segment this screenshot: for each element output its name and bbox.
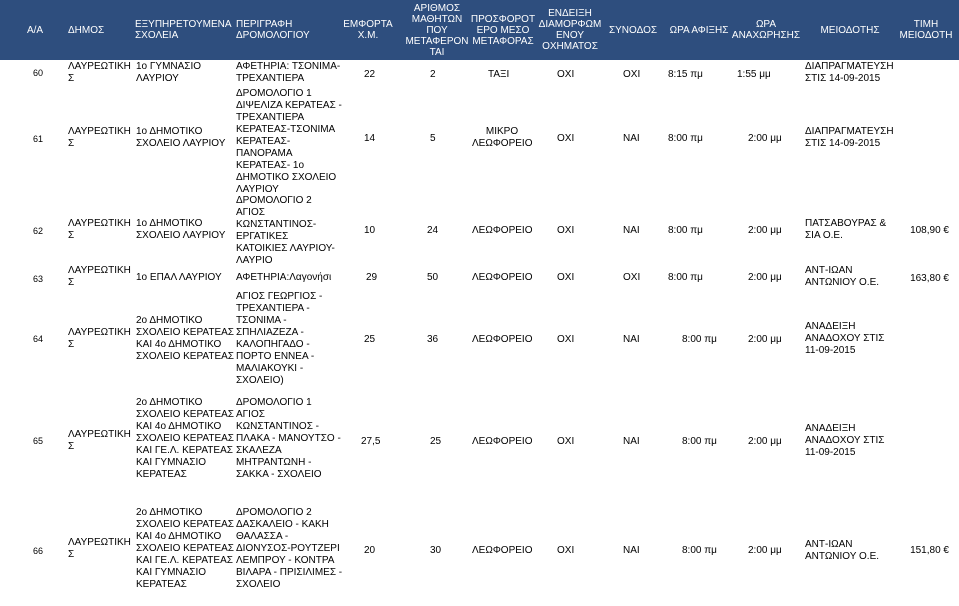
header-timi: ΤΙΜΗ ΜΕΙΟΔΟΤΗ bbox=[899, 19, 953, 41]
row-afixi: 8:00 πμ bbox=[682, 545, 717, 556]
row-perigrafi: ΑΦΕΤΗΡΙΑ: ΤΣΟΝΙΜΑ- ΤΡΕΧΑΝΤΙΕΡΑ bbox=[236, 61, 341, 84]
row-synodos: ΝΑΙ bbox=[623, 334, 640, 345]
row-dimos: ΛΑΥΡΕΩΤΙΚΗ Σ bbox=[68, 429, 131, 452]
row-mathites: 5 bbox=[430, 133, 436, 144]
row-mathites: 36 bbox=[427, 334, 439, 345]
row-afixi: 8:15 πμ bbox=[668, 69, 703, 80]
row-scholeia: 1ο ΓΥΜΝΑΣΙΟ ΛΑΥΡΙΟΥ bbox=[136, 61, 202, 84]
row-timi: 151,80 € bbox=[910, 545, 949, 556]
header-ora-anaxorisis: ΩΡΑ ΑΝΑΧΩΡΗΣΗΣ bbox=[731, 19, 801, 41]
header-endeixi: ΕΝΔΕΙΞΗ ΔΙΑΜΟΡΦΩΜ ΕΝΟΥ ΟΧΗΜΑΤΟΣ bbox=[538, 8, 602, 52]
row-dimos: ΛΑΥΡΕΩΤΙΚΗ Σ bbox=[68, 61, 131, 84]
row-afixi: 8:00 πμ bbox=[682, 436, 717, 447]
row-aa: 65 bbox=[33, 436, 44, 446]
header-mathites: ΑΡΙΘΜΟΣ ΜΑΘΗΤΩΝ ΠΟΥ ΜΕΤΑΦΕΡΟΝ ΤΑΙ bbox=[405, 2, 469, 58]
row-scholeia: 2ο ΔΗΜΟΤΙΚΟ ΣΧΟΛΕΙΟ ΚΕΡΑΤΕΑΣ ΚΑΙ 4ο ΔΗΜΟΤΙΚΟ ΣΧΟΛΕΙΟ ΚΕΡΑΤΕΑΣ ΚΑΙ ΓΕ.Λ. ΚΕΡΑΤΕΑΣ ΚΑΙ ΓΥΜΝΑΣΙΟ ΚΕΡΑΤΕΑΣ bbox=[136, 507, 234, 590]
row-emforta: 14 bbox=[364, 133, 376, 144]
row-mathites: 24 bbox=[427, 225, 439, 236]
row-meiodotis: ΠΑΤΣΑΒΟΥΡΑΣ & ΣΙΑ Ο.Ε. bbox=[805, 218, 887, 241]
row-anaxorisi: 2:00 μμ bbox=[748, 272, 782, 283]
row-anaxorisi: 1:55 μμ bbox=[737, 69, 771, 80]
row-anaxorisi: 2:00 μμ bbox=[748, 436, 782, 447]
header-synodos: ΣΥΝΟΔΟΣ bbox=[608, 24, 658, 36]
row-aa: 64 bbox=[33, 334, 44, 344]
table-row bbox=[0, 61, 959, 85]
row-aa: 63 bbox=[33, 274, 44, 284]
row-mathites: 50 bbox=[427, 272, 439, 283]
row-afixi: 8:00 πμ bbox=[682, 334, 717, 345]
row-mathites: 25 bbox=[430, 436, 442, 447]
row-aa: 60 bbox=[33, 68, 44, 78]
row-emforta: 27,5 bbox=[361, 436, 381, 447]
row-aa: 61 bbox=[33, 134, 44, 144]
row-mathites: 2 bbox=[430, 69, 436, 80]
row-meso: ΜΙΚΡΟ ΛΕΩΦΟΡΕΙΟ bbox=[472, 126, 533, 149]
row-dimos: ΛΑΥΡΕΩΤΙΚΗ Σ bbox=[68, 218, 131, 241]
header-aa: Α/Α bbox=[26, 24, 44, 36]
row-scholeia: 2ο ΔΗΜΟΤΙΚΟ ΣΧΟΛΕΙΟ ΚΕΡΑΤΕΑΣ ΚΑΙ 4ο ΔΗΜΟΤΙΚΟ ΣΧΟΛΕΙΟ ΚΕΡΑΤΕΑΣ bbox=[136, 315, 234, 362]
row-anaxorisi: 2:00 μμ bbox=[748, 334, 782, 345]
table-row bbox=[0, 507, 959, 599]
row-meiodotis: ΑΝΑΔΕΙΞΗ ΑΝΑΔΟΧΟΥ ΣΤΙΣ 11-09-2015 bbox=[805, 423, 885, 458]
row-meso: ΛΕΩΦΟΡΕΙΟ bbox=[472, 334, 533, 345]
table-row bbox=[0, 265, 959, 291]
row-meiodotis: ΔΙΑΠΡΑΓΜΑΤΕΥΣΗ ΣΤΙΣ 14-09-2015 bbox=[805, 61, 894, 84]
row-endeixi: ΟΧΙ bbox=[557, 272, 575, 283]
row-perigrafi: ΔΡΟΜΟΛΟΓΙΟ 2 ΔΑΣΚΑΛΕΙΟ - ΚΑΚΗ ΘΑΛΑΣΣΑ - ΔΙΟΝΥΣΟΣ-ΡΟΥΤΖΕΡΙ ΛΕΜΠΡΟΥ - ΚΟΝΤΡΑ ΒΙΛΑΡΑ - ΠΡΙΣΙΛΙΜΕΣ - ΣΧΟΛΕΙΟ bbox=[236, 507, 343, 590]
row-meso: ΛΕΩΦΟΡΕΙΟ bbox=[472, 225, 533, 236]
row-endeixi: ΟΧΙ bbox=[557, 133, 575, 144]
row-afixi: 8:00 πμ bbox=[668, 272, 703, 283]
row-synodos: ΝΑΙ bbox=[623, 133, 640, 144]
row-emforta: 20 bbox=[364, 545, 376, 556]
row-meiodotis: ΑΝΤ-ΙΩΑΝ ΑΝΤΩΝΙΟΥ Ο.Ε. bbox=[805, 539, 880, 562]
row-meso: ΤΑΞΙ bbox=[488, 69, 510, 80]
row-scholeia: 1ο ΔΗΜΟΤΙΚΟ ΣΧΟΛΕΙΟ ΛΑΥΡΙΟΥ bbox=[136, 126, 226, 149]
row-endeixi: ΟΧΙ bbox=[557, 334, 575, 345]
row-scholeia: 2ο ΔΗΜΟΤΙΚΟ ΣΧΟΛΕΙΟ ΚΕΡΑΤΕΑΣ ΚΑΙ 4ο ΔΗΜΟΤΙΚΟ ΣΧΟΛΕΙΟ ΚΕΡΑΤΕΑΣ ΚΑΙ ΓΕ.Λ. ΚΕΡΑΤΕΑΣ ΚΑΙ ΓΥΜΝΑΣΙΟ ΚΕΡΑΤΕΑΣ bbox=[136, 397, 234, 480]
row-emforta: 29 bbox=[366, 272, 378, 283]
row-afixi: 8:00 πμ bbox=[668, 225, 703, 236]
row-synodos: ΝΑΙ bbox=[623, 436, 640, 447]
row-anaxorisi: 2:00 μμ bbox=[748, 545, 782, 556]
row-synodos: ΟΧΙ bbox=[623, 272, 641, 283]
row-synodos: ΟΧΙ bbox=[623, 69, 641, 80]
row-timi: 163,80 € bbox=[910, 273, 949, 284]
row-meso: ΛΕΩΦΟΡΕΙΟ bbox=[472, 545, 533, 556]
row-aa: 62 bbox=[33, 226, 44, 236]
row-dimos: ΛΑΥΡΕΩΤΙΚΗ Σ bbox=[68, 327, 131, 350]
row-scholeia: 1ο ΕΠΑΛ ΛΑΥΡΙΟΥ bbox=[136, 272, 222, 283]
row-mathites: 30 bbox=[430, 545, 442, 556]
row-perigrafi: ΔΡΟΜΟΛΟΓΙΟ 1 ΑΓΙΟΣ ΚΩΝΣΤΑΝΤΙΝΟΣ - ΠΛΑΚΑ - ΜΑΝΟΥΤΣΟ - ΣΚΑΛΕΖΑ ΜΗΤΡΑΝΤΩΝΗ - ΣΑΚΚΑ - ΣΧΟΛΕΙΟ bbox=[236, 397, 341, 480]
header-meso: ΠΡΟΣΦΟΡΟΤ ΕΡΟ ΜΕΣΟ ΜΕΤΑΦΟΡΑΣ bbox=[470, 13, 536, 47]
row-emforta: 25 bbox=[364, 334, 376, 345]
header-ora-afixis: ΩΡΑ ΑΦΙΞΗΣ bbox=[669, 24, 729, 36]
row-dimos: ΛΑΥΡΕΩΤΙΚΗ Σ bbox=[68, 126, 131, 149]
row-perigrafi: ΑΓΙΟΣ ΓΕΩΡΓΙΟΣ - ΤΡΕΧΑΝΤΙΕΡΑ - ΤΣΟΝΙΜΑ - ΣΠΗΛΙΑΖΕΖΑ - ΚΑΛΟΠΗΓΑΔΟ - ΠΟΡΤΟ ΕΝΝΕΑ - ΜΑΛΙΑΚΟΥΚΙ - ΣΧΟΛΕΙΟ) bbox=[236, 291, 323, 386]
row-anaxorisi: 2:00 μμ bbox=[748, 225, 782, 236]
header-meiodotis: ΜΕΙΟΔΟΤΗΣ bbox=[820, 24, 880, 36]
header-dimos: ΔΗΜΟΣ bbox=[68, 24, 105, 36]
row-perigrafi: ΔΡΟΜΟΛΟΓΙΟ 2 ΑΓΙΟΣ ΚΩΝΣΤΑΝΤΙΝΟΣ- ΕΡΓΑΤΙΚΕΣ ΚΑΤΟΙΚΙΕΣ ΛΑΥΡΙΟΥ- ΛΑΥΡΙΟ bbox=[236, 195, 335, 266]
row-anaxorisi: 2:00 μμ bbox=[748, 133, 782, 144]
header-scholeia: ΕΞΥΠΗΡΕΤΟΥΜΕΝΑ ΣΧΟΛΕΙΑ bbox=[135, 19, 232, 41]
table-row bbox=[0, 291, 959, 391]
table-row bbox=[0, 87, 959, 195]
table-row bbox=[0, 397, 959, 489]
row-synodos: ΝΑΙ bbox=[623, 225, 640, 236]
row-timi: 108,90 € bbox=[910, 225, 949, 236]
row-dimos: ΛΑΥΡΕΩΤΙΚΗ Σ bbox=[68, 265, 131, 288]
row-meiodotis: ΑΝΑΔΕΙΞΗ ΑΝΑΔΟΧΟΥ ΣΤΙΣ 11-09-2015 bbox=[805, 321, 885, 356]
row-meso: ΛΕΩΦΟΡΕΙΟ bbox=[472, 272, 533, 283]
row-synodos: ΝΑΙ bbox=[623, 545, 640, 556]
row-emforta: 10 bbox=[364, 225, 376, 236]
header-perigrafi: ΠΕΡΙΓΡΑΦΗ ΔΡΟΜΟΛΟΓΙΟΥ bbox=[236, 19, 310, 41]
table-header bbox=[0, 0, 959, 60]
row-meiodotis: ΔΙΑΠΡΑΓΜΑΤΕΥΣΗ ΣΤΙΣ 14-09-2015 bbox=[805, 126, 894, 149]
table-row bbox=[0, 195, 959, 265]
row-dimos: ΛΑΥΡΕΩΤΙΚΗ Σ bbox=[68, 537, 131, 560]
row-endeixi: ΟΧΙ bbox=[557, 225, 575, 236]
row-meiodotis: ΑΝΤ-ΙΩΑΝ ΑΝΤΩΝΙΟΥ Ο.Ε. bbox=[805, 265, 880, 288]
row-afixi: 8:00 πμ bbox=[668, 133, 703, 144]
row-perigrafi: ΔΡΟΜΟΛΟΓΙΟ 1 ΔΙΨΕΛΙΖΑ ΚΕΡΑΤΕΑΣ - ΤΡΕΧΑΝΤΙΕΡΑ ΚΕΡΑΤΕΑΣ-ΤΣΟΝΙΜΑ ΚΕΡΑΤΕΑΣ- ΠΑΝΟΡΑΜΑ ΚΕΡΑΤΕΑΣ- 1ο ΔΗΜΟΤΙΚΟ ΣΧΟΛΕΙΟ ΛΑΥΡΙΟΥ bbox=[236, 88, 342, 195]
row-endeixi: ΟΧΙ bbox=[557, 545, 575, 556]
header-emforta: ΕΜΦΟΡΤΑ Χ.Μ. bbox=[343, 19, 393, 41]
row-aa: 66 bbox=[33, 546, 44, 556]
row-meso: ΛΕΩΦΟΡΕΙΟ bbox=[472, 436, 533, 447]
row-endeixi: ΟΧΙ bbox=[557, 69, 575, 80]
row-emforta: 22 bbox=[364, 69, 376, 80]
row-endeixi: ΟΧΙ bbox=[557, 436, 575, 447]
row-perigrafi: ΑΦΕΤΗΡΙΑ:Λαγονήσι bbox=[236, 272, 332, 283]
row-scholeia: 1ο ΔΗΜΟΤΙΚΟ ΣΧΟΛΕΙΟ ΛΑΥΡΙΟΥ bbox=[136, 218, 226, 241]
